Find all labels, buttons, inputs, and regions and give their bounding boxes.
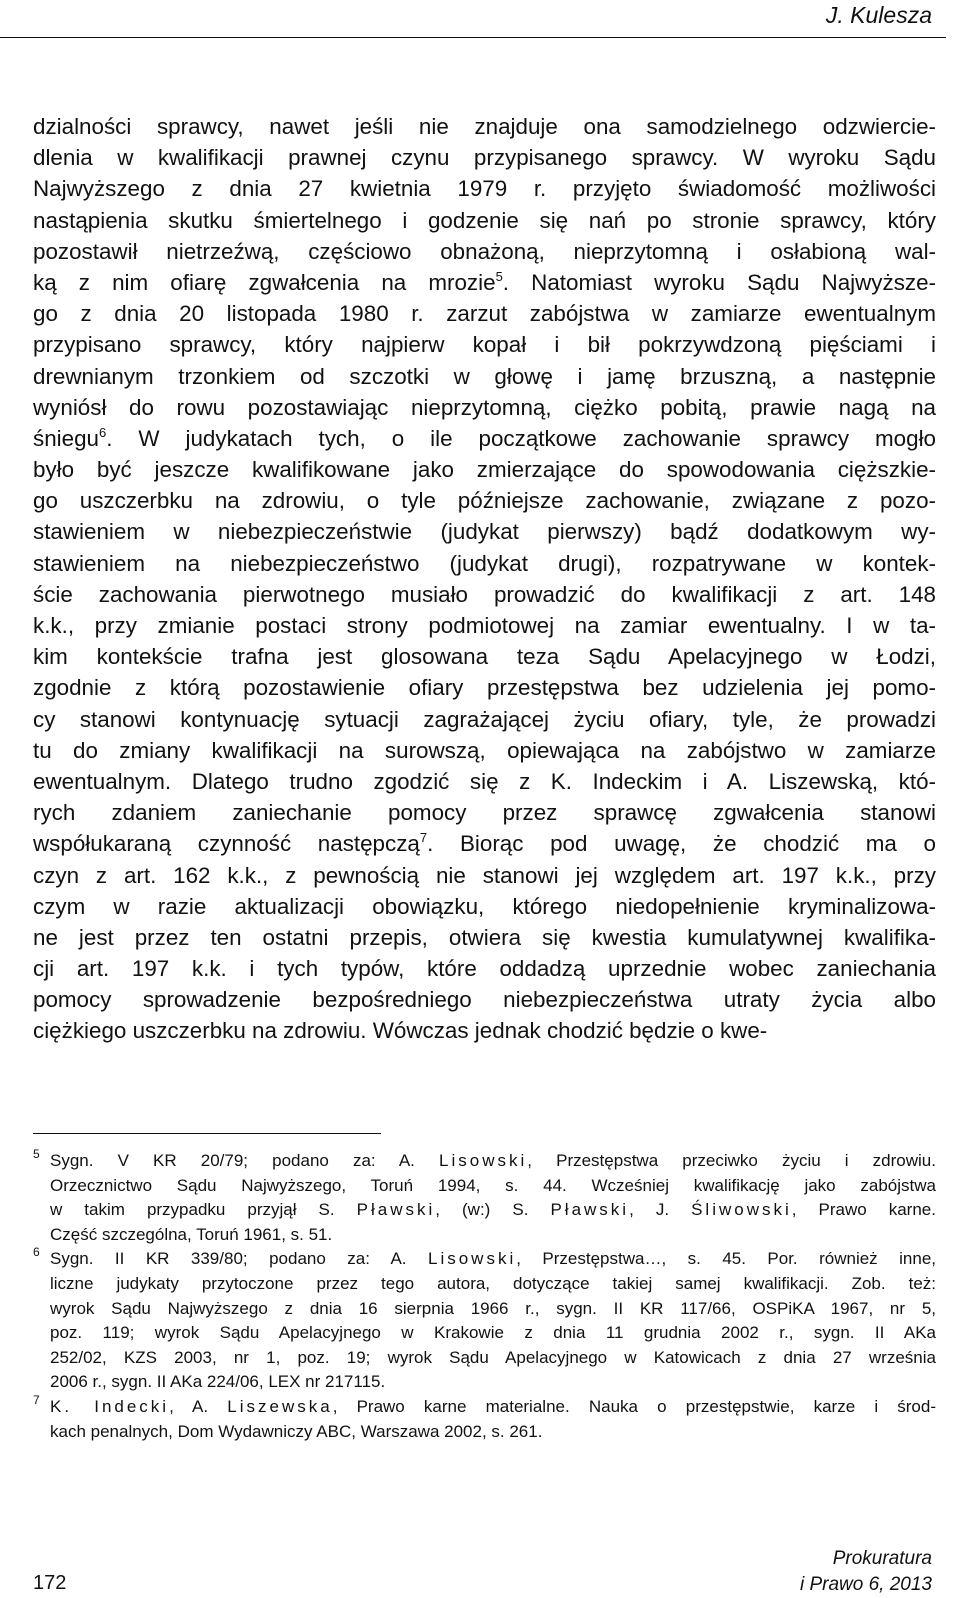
footnote-6-line: 252/02, KZS 2003, nr 1, poz. 19; wyrok Sądu Apelacyjnego w Katowicach z dnia 27 września (50, 1347, 936, 1367)
footnote-text: , Przestępstwa…, s. 45. Por. również inne, (516, 1249, 936, 1269)
footnote-text: , Prawo karne materialne. Nauka o przestępstwie, karze i środ- (332, 1396, 936, 1416)
author-name: Liszewska (227, 1396, 333, 1416)
body-line: stawieniem w niebezpieczeństwie (judykat pierwszy) bądź dodatkowym wy- (33, 519, 936, 545)
body-segment: śniegu (33, 425, 99, 451)
footnote-text: , J. (629, 1200, 692, 1220)
body-line: k.k., przy zmianie postaci strony podmiotowej na zamiar ewentualny. I w ta- (33, 613, 936, 638)
body-line (33, 828, 936, 859)
body-line: drewnianym trzonkiem od szczotki w głowę i jamę brzuszną, a następnie (33, 363, 936, 389)
footnote-7-line: 7 K. Indecki, A. Liszewska, Prawo karne materialne. Nauka o przestępstwie, karze i środ- (33, 1392, 936, 1416)
body-line: było być jeszcze kwalifikowane jako zmierzające do spowodowania cięższkie- (33, 457, 936, 483)
body-line: rych zdaniem zaniechanie pomocy przez sprawcę zgwałcenia stanowi (33, 800, 936, 826)
body-line: ciężkiego uszczerbku na zdrowiu. Wówczas jednak chodzić będzie o kwe- (33, 1018, 768, 1044)
body-line: czym w razie aktualizacji obowiązku, którego niedopełnienie kryminalizowa- (33, 893, 936, 919)
body-line: kim kontekście trafna jest glosowana teza Sądu Apelacyjnego w Łodzi, (33, 644, 936, 670)
footnote-5-line: Orzecznictwo Sądu Najwyższego, Toruń 1994, s. 44. Wcześniej kwalifikację jako zabójstwa (50, 1175, 936, 1195)
body-line: stawieniem na niebezpieczeństwo (judykat drugi), rozpatrywane w kontek- (33, 550, 936, 576)
body-line: Najwyższego z dnia 27 kwietnia 1979 r. przyjęto świadomość możliwości (33, 176, 936, 202)
author-name: Lisowski (439, 1151, 528, 1170)
author-name: K. Indecki (50, 1396, 170, 1416)
footnote-text: Sygn. II KR 339/80; podano za: A. (50, 1249, 428, 1269)
author-name: Pławski (356, 1200, 436, 1220)
body-line: cy stanowi kontynuację sytuacji zagrażającej życiu ofiary, tyle, że prowadzi (33, 706, 936, 732)
header-rule (0, 37, 946, 38)
body-segment: współukaraną czynność następczą (33, 831, 420, 857)
body-line: ne jest przez ten ostatni przepis, otwiera się kwestia kumulatywnej kwalifika- (33, 924, 936, 950)
body-line: nastąpienia skutku śmiertelnego i godzenie się nań po stronie sprawcy, który (33, 207, 936, 233)
footnote-text: w takim przypadku przyjął S. (50, 1200, 357, 1220)
footnote-text: Sygn. V KR 20/79; podano za: A. (50, 1151, 440, 1170)
footnote-ref: 6 (98, 424, 107, 440)
body-line: wyniósł do rowu pozostawiając nieprzytomną, ciężko pobitą, prawie nagą na (33, 394, 936, 420)
footnotes (33, 1149, 936, 1444)
footnote-5-line: Część szczególna, Toruń 1961, s. 51. (50, 1224, 333, 1244)
body-line: zgodnie z którą pozostawienie ofiary przestępstwa bez udzielenia jej pomo- (33, 675, 936, 701)
body-line: pomocy sprowadzenie bezpośredniego niebezpieczeństwa utraty życia albo (33, 987, 936, 1013)
body-line: dlenia w kwalifikacji prawnej czynu przypisanego sprawcy. W wyroku Sądu (33, 145, 936, 171)
footnote-ref: 5 (495, 268, 503, 284)
body-segment: ką z nim ofiarę zgwałcenia na mrozie (33, 269, 496, 295)
author-name: Pławski (550, 1200, 630, 1220)
body-line (33, 423, 936, 454)
author-name: Śliwowski (691, 1200, 792, 1220)
footnote-6-line: 2006 r., sygn. II AKa 224/06, LEX nr 217115. (50, 1372, 386, 1392)
page-number: 172 (33, 1572, 67, 1594)
footnote-6-line: wyrok Sądu Najwyższego z dnia 16 sierpnia 1966 r., sygn. II KR 117/66, OSPiKA 1967, nr 5, (50, 1298, 936, 1318)
footnote-5-line: 5 Sygn. V KR 20/79; podano za: A. Lisowski, Przestępstwa przeciwko życiu i zdrowiu. (33, 1147, 936, 1170)
running-header-author: J. Kulesza (825, 2, 932, 28)
footnote-ref: 7 (419, 830, 428, 846)
body-line (33, 267, 936, 298)
body-line: tu do zmiany kwalifikacji na surowszą, opiewająca na zabójstwo w zamiarze (33, 737, 936, 763)
footnote-5-line (33, 1198, 936, 1223)
body-segment: . Biorąc pod uwagę, że chodzić ma o (427, 831, 936, 857)
footnote-6-line: liczne judykaty przytoczone przez tego autora, dotyczące takiej samej kwalifikacji. Zob. też: (50, 1273, 936, 1293)
body-line: go uszczerbku na zdrowiu, o tyle późniejsze zachowanie, związane z pozo- (33, 488, 936, 514)
footnote-text: , A. (169, 1396, 228, 1416)
body-line: dzialności sprawcy, nawet jeśli nie znajduje ona samodzielnego odzwiercie- (33, 114, 936, 139)
journal-issue: i Prawo 6, 2013 (799, 1574, 932, 1595)
body-line: czyn z art. 162 k.k., z pewnością nie stanowi jej względem art. 197 k.k., przy (33, 862, 936, 888)
footnote-6-line: 6 Sygn. II KR 339/80; podano za: A. Lisowski, Przestępstwa…, s. 45. Por. również inne, (33, 1245, 936, 1269)
journal-title: Prokuratura (832, 1548, 932, 1569)
footnote-text: , Prawo karne. (791, 1200, 936, 1220)
footnote-text: , Przestępstwa przeciwko życiu i zdrowiu. (527, 1151, 936, 1170)
author-name: Lisowski (427, 1249, 517, 1269)
footnote-rule (33, 1133, 381, 1134)
body-line: ewentualnym. Dlatego trudno zgodzić się z K. Indeckim i A. Liszewską, któ- (33, 768, 936, 794)
footnote-6-line: poz. 119; wyrok Sądu Apelacyjnego w Krakowie z dnia 11 grudnia 2002 r., sygn. II AKa (50, 1323, 936, 1343)
body-line: przypisano sprawcy, który najpierw kopał i bił pokrzywdzoną pięściami i (33, 332, 936, 358)
footnote-text: , (w:) S. (435, 1200, 551, 1220)
body-segment: . Natomiast wyroku Sądu Najwyższe- (502, 269, 936, 295)
running-header (0, 0, 960, 40)
body-line: cji art. 197 k.k. i tych typów, które oddadzą uprzednie wobec zaniechania (33, 956, 936, 982)
footnote-7-line: kach penalnych, Dom Wydawniczy ABC, Warszawa 2002, s. 261. (50, 1421, 543, 1441)
body-segment: . W judykatach tych, o ile początkowe zachowanie sprawcy mogło (106, 425, 936, 451)
body-line: ście zachowania pierwotnego musiało prowadzić do kwalifikacji z art. 148 (33, 581, 936, 607)
journal-info (800, 1546, 932, 1598)
body-line: go z dnia 20 listopada 1980 r. zarzut zabójstwa w zamiarze ewentualnym (33, 301, 936, 327)
body-text (33, 111, 936, 1047)
body-line: pozostawił nietrzeźwą, częściowo obnażoną, nieprzytomną i osłabioną wal- (33, 238, 936, 264)
